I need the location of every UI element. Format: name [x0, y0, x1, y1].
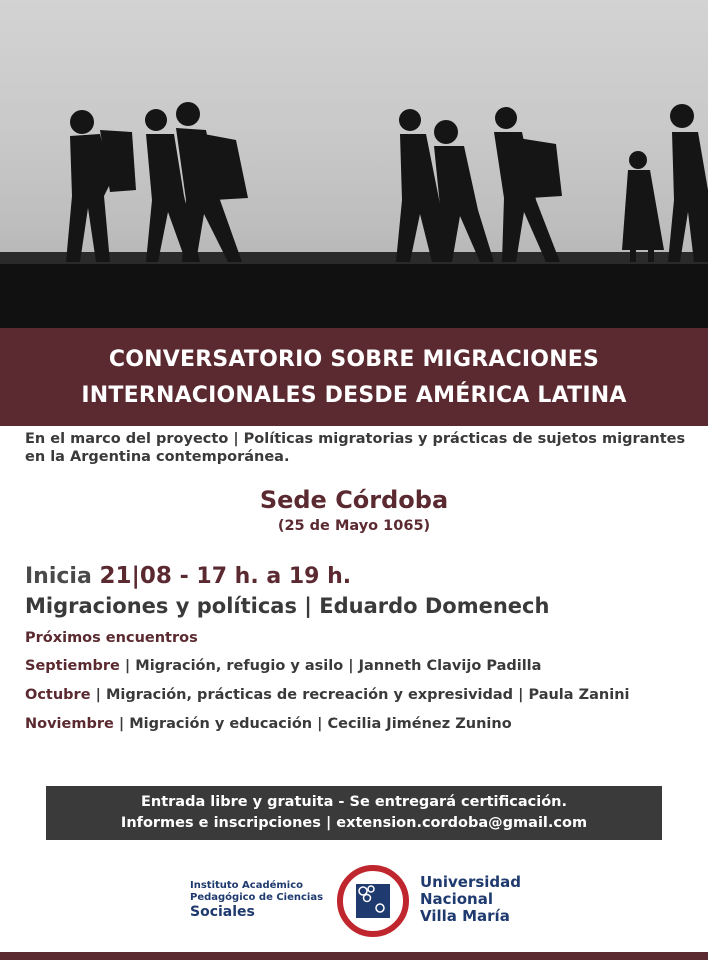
info-box — [46, 786, 662, 840]
start-line — [25, 563, 351, 589]
intro-line-1: En el marco del proyecto | Políticas migratorias y prácticas de sujetos migrantes — [25, 431, 686, 447]
first-talk: Migraciones y políticas | Eduardo Domenech — [25, 594, 550, 618]
header-photo — [0, 0, 708, 328]
institute-line-1: Instituto Académico — [190, 880, 304, 891]
list-item — [25, 687, 629, 703]
migrants-silhouette-image — [0, 0, 708, 328]
institute-name — [190, 880, 323, 921]
start-time: - 17 h. a 19 h. — [179, 564, 352, 589]
venue-address: (25 de Mayo 1065) — [277, 518, 431, 534]
university-line-3: Villa María — [420, 907, 510, 925]
info-line-2: Informes e inscripciones | extension.cordoba@gmail.com — [120, 815, 588, 831]
venue-title: Sede Córdoba — [259, 486, 449, 514]
intro-line-2: en la Argentina contemporánea. — [25, 449, 290, 465]
upcoming-heading: Próximos encuentros — [25, 630, 198, 646]
list-item — [25, 658, 541, 674]
institute-line-2: Pedagógico de Ciencias — [190, 892, 324, 903]
session-detail: | Migración, refugio y asilo | Janneth Clavijo Padilla — [119, 658, 542, 674]
university-logo-icon — [336, 864, 410, 938]
footer-divider — [0, 952, 708, 960]
title-line-2: INTERNACIONALES DESDE AMÉRICA LATINA — [81, 383, 627, 408]
info-line-1: Entrada libre y gratuita - Se entregará certificación. — [140, 794, 568, 810]
session-detail: | Migración, prácticas de recreación y expresividad | Paula Zanini — [90, 687, 630, 703]
list-item — [25, 716, 512, 732]
month-label: Octubre — [25, 687, 91, 703]
start-date: 21|08 — [99, 563, 172, 589]
institute-line-3: Sociales — [190, 904, 255, 920]
month-label: Noviembre — [25, 716, 114, 732]
month-label: Septiembre — [25, 658, 120, 674]
title-banner — [0, 328, 708, 426]
university-line-1: Universidad — [420, 873, 522, 891]
title-line-1: CONVERSATORIO SOBRE MIGRACIONES — [108, 347, 600, 372]
session-detail: | Migración y educación | Cecilia Jiménez Zunino — [113, 716, 512, 732]
university-name — [420, 874, 521, 925]
project-intro — [25, 430, 695, 466]
university-line-2: Nacional — [420, 890, 493, 908]
start-label: Inicia — [25, 564, 92, 589]
